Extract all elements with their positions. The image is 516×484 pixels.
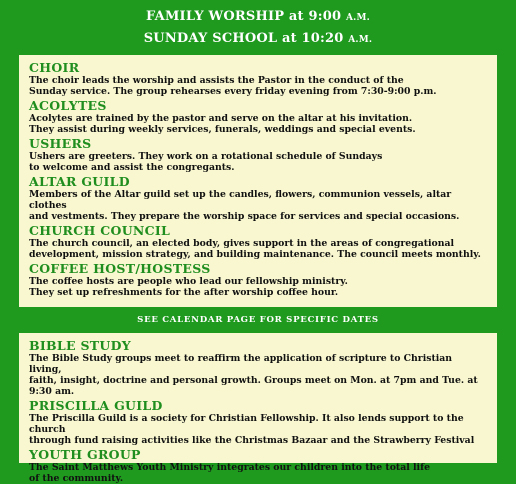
ministries-box: [19, 55, 497, 307]
section-body: The church council, an elected body, gives support in the areas of congregational development, mission strategy, and building maintenance. The council meets monthly.: [29, 238, 481, 260]
section-title: CHURCH COUNCIL: [29, 223, 171, 238]
groups-box: [19, 333, 497, 484]
section-title: YOUTH GROUP: [29, 447, 141, 462]
section-ushers: [29, 137, 487, 173]
section-body: The coffee hosts are people who lead our fellowship ministry. They set up refreshments for the after worship coffee hour.: [29, 276, 348, 298]
family-worship-text: FAMILY WORSHIP at 9:00: [146, 9, 342, 24]
section-choir: [29, 61, 487, 97]
family-worship-ampm: A.M.: [345, 13, 370, 23]
section-title: ALTAR GUILD: [29, 174, 130, 189]
section-youth-group: [29, 448, 487, 484]
section-title: CHOIR: [29, 60, 80, 75]
section-acolytes: [29, 99, 487, 135]
sunday-school-ampm: A.M.: [348, 35, 373, 45]
family-worship-line: [0, 9, 516, 24]
section-body: The choir leads the worship and assists the Pastor in the conduct of the Sunday service. The group rehearses every friday evening from 7:30-9:00 p.m.: [29, 75, 437, 97]
section-body: Members of the Altar guild set up the candles, flowers, communion vessels, altar clothes and vestments. They prepare the worship space for services and special occasions.: [29, 189, 460, 222]
section-title: COFFEE HOST/HOSTESS: [29, 261, 211, 276]
section-body: The Saint Matthews Youth Ministry integrates our children into the total life of the community.: [29, 462, 430, 484]
calendar-note: SEE CALENDAR PAGE FOR SPECIFIC DATES: [137, 315, 379, 325]
section-body: The Bible Study groups meet to reaffirm the application of scripture to Christian living, faith, insight, doctrine and personal growth. Groups meet on Mon. at 7pm and Tue. at 9:30 am.: [29, 353, 478, 397]
section-body: Acolytes are trained by the pastor and serve on the altar at his invitation. They assist during weekly services, funerals, weddings and special events.: [29, 113, 416, 135]
section-church-council: [29, 224, 487, 260]
section-altar-guild: [29, 175, 487, 222]
sunday-school-text: SUNDAY SCHOOL at 10:20: [143, 31, 344, 46]
section-title: PRISCILLA GUILD: [29, 398, 163, 413]
section-title: USHERS: [29, 136, 92, 151]
section-body: Ushers are greeters. They work on a rotational schedule of Sundays to welcome and assist the congregants.: [29, 151, 383, 173]
section-title: ACOLYTES: [29, 98, 107, 113]
section-bible-study: [29, 339, 487, 397]
section-coffee-host: [29, 262, 487, 298]
section-priscilla-guild: [29, 399, 487, 446]
section-title: BIBLE STUDY: [29, 338, 131, 353]
section-body: The Priscilla Guild is a society for Christian Fellowship. It also lends support to the church through fund raising activities like the Christmas Bazaar and the Strawberry Festival: [29, 413, 475, 446]
sunday-school-line: [0, 31, 516, 46]
